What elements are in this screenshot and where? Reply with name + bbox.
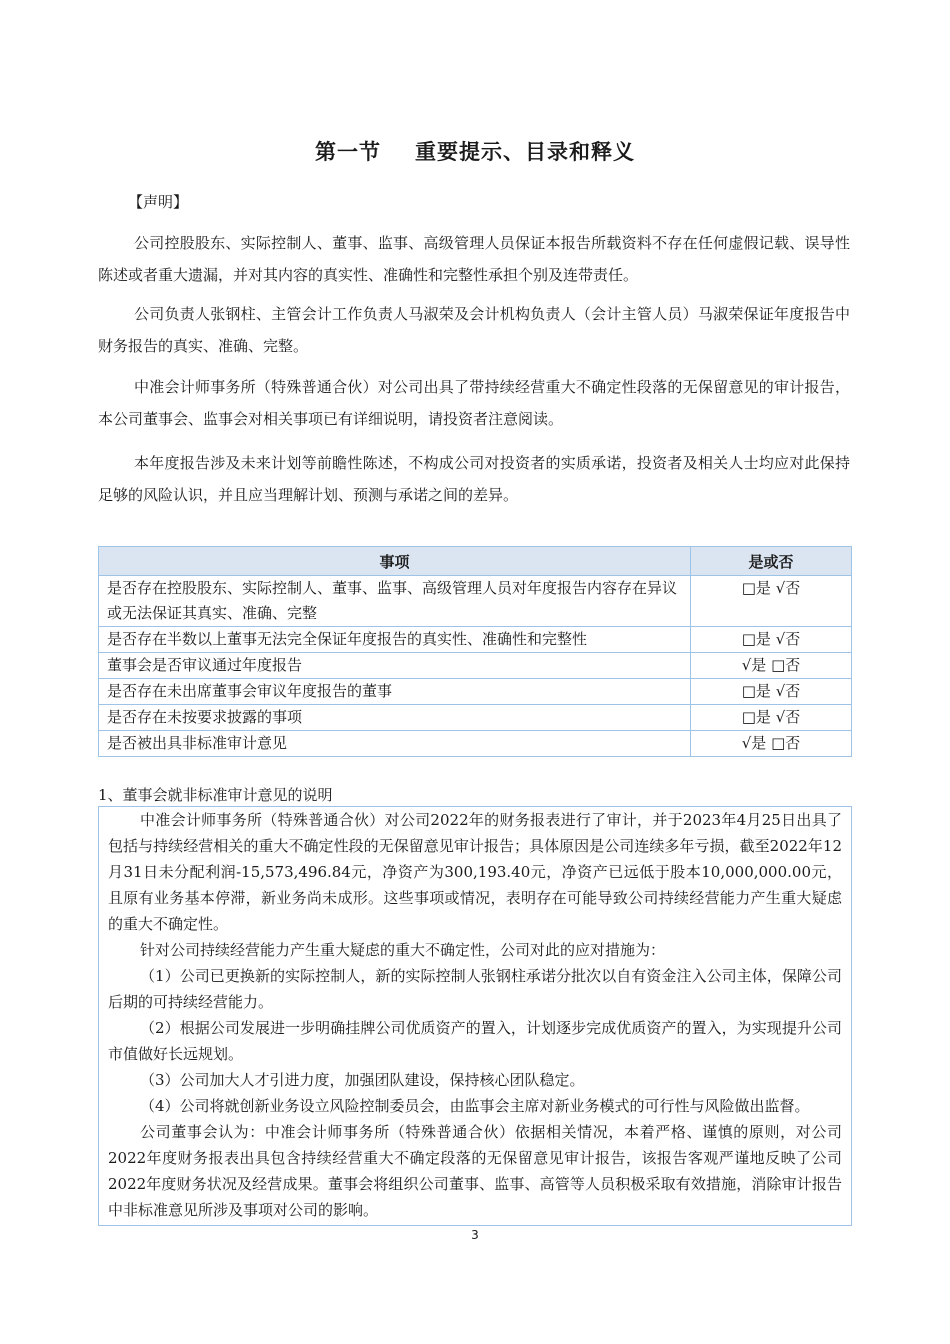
section-number: 第一节 [315, 140, 381, 164]
audit-opinion-note [98, 806, 852, 1226]
table-row [99, 576, 852, 627]
row-item: 是否存在未按要求披露的事项 [99, 705, 691, 731]
confirmation-table [98, 546, 852, 757]
table-row [99, 705, 852, 731]
row-answer: √是 □否 [691, 653, 852, 679]
subsection-heading: 1、董事会就非标准审计意见的说明 [98, 786, 333, 804]
row-item: 是否存在控股股东、实际控制人、董事、监事、高级管理人员对年度报告内容存在异议或无法保证其真实、准确、完整 [99, 576, 691, 627]
statement-paragraph: 中准会计师事务所（特殊普通合伙）对公司出具了带持续经营重大不确定性段落的无保留意见的审计报告，本公司董事会、监事会对相关事项已有详细说明，请投资者注意阅读。 [98, 378, 850, 428]
table-row [99, 627, 852, 653]
column-header-item: 事项 [99, 547, 691, 576]
row-item: 董事会是否审议通过年度报告 [99, 653, 691, 679]
row-answer: □是 √否 [691, 679, 852, 705]
note-paragraph: 针对公司持续经营能力产生重大疑虑的重大不确定性，公司对此的应对措施为： [140, 941, 666, 959]
table-row [99, 731, 852, 757]
note-paragraph: （2）根据公司发展进一步明确挂牌公司优质资产的置入，计划逐步完成优质资产的置入，为实现提升公司市值做好长远规划。 [108, 1019, 842, 1063]
row-answer: □是 √否 [691, 627, 852, 653]
section-name: 重要提示、目录和释义 [415, 140, 635, 164]
row-item: 是否存在未出席董事会审议年度报告的董事 [99, 679, 691, 705]
note-paragraph: 公司董事会认为：中准会计师事务所（特殊普通合伙）依据相关情况，本着严格、谨慎的原则，对公司2022年度财务报表出具包含持续经营重大不确定段落的无保留意见审计报告，该报告客观严谨地反映了公司2022年度财务状况及经营成果。董事会将组织公司董事、监事、高管等人员积极采取有效措施，消除审计报告中非标准意见所涉及事项对公司的影响。 [108, 1123, 842, 1219]
row-answer: □是 √否 [691, 576, 852, 627]
row-item: 是否被出具非标准审计意见 [99, 731, 691, 757]
page-number: 3 [471, 1228, 479, 1242]
row-item: 是否存在半数以上董事无法完全保证年度报告的真实性、准确性和完整性 [99, 627, 691, 653]
note-paragraph: （4）公司将就创新业务设立风险控制委员会，由监事会主席对新业务模式的可行性与风险做出监督。 [140, 1097, 810, 1115]
statement-paragraph: 公司控股股东、实际控制人、董事、监事、高级管理人员保证本报告所载资料不存在任何虚假记载、误导性陈述或者重大遗漏，并对其内容的真实性、准确性和完整性承担个别及连带责任。 [98, 234, 850, 284]
declaration-label: 【声明】 [128, 193, 189, 211]
statement-paragraph: 本年度报告涉及未来计划等前瞻性陈述，不构成公司对投资者的实质承诺，投资者及相关人士均应对此保持足够的风险认识，并且应当理解计划、预测与承诺之间的差异。 [98, 454, 850, 504]
row-answer: □是 √否 [691, 705, 852, 731]
table-row [99, 679, 852, 705]
note-paragraph: （1）公司已更换新的实际控制人，新的实际控制人张钢柱承诺分批次以自有资金注入公司主体，保障公司后期的可持续经营能力。 [108, 967, 842, 1011]
statement-paragraph: 公司负责人张钢柱、主管会计工作负责人马淑荣及会计机构负责人（会计主管人员）马淑荣保证年度报告中财务报告的真实、准确、完整。 [98, 305, 850, 355]
note-paragraph: （3）公司加大人才引进力度，加强团队建设，保持核心团队稳定。 [140, 1071, 585, 1089]
column-header-answer: 是或否 [691, 547, 852, 576]
table-header-row [99, 547, 852, 576]
note-paragraph: 中准会计师事务所（特殊普通合伙）对公司2022年的财务报表进行了审计，并于2023年4月25日出具了包括与持续经营相关的重大不确定性段的无保留意见审计报告；具体原因是公司连续多年亏损，截至2022年12月31日未分配利润-15,573,496.84元，净资产为300,193.40元，净资产已远低于股本10,000,000.00元，且原有业务基本停滞，新业务尚未成形。这些事项或情况，表明存在可能导致公司持续经营能力产生重大疑虑的重大不确定性。 [108, 811, 842, 933]
table-row [99, 653, 852, 679]
row-answer: √是 □否 [691, 731, 852, 757]
section-title [0, 136, 950, 166]
